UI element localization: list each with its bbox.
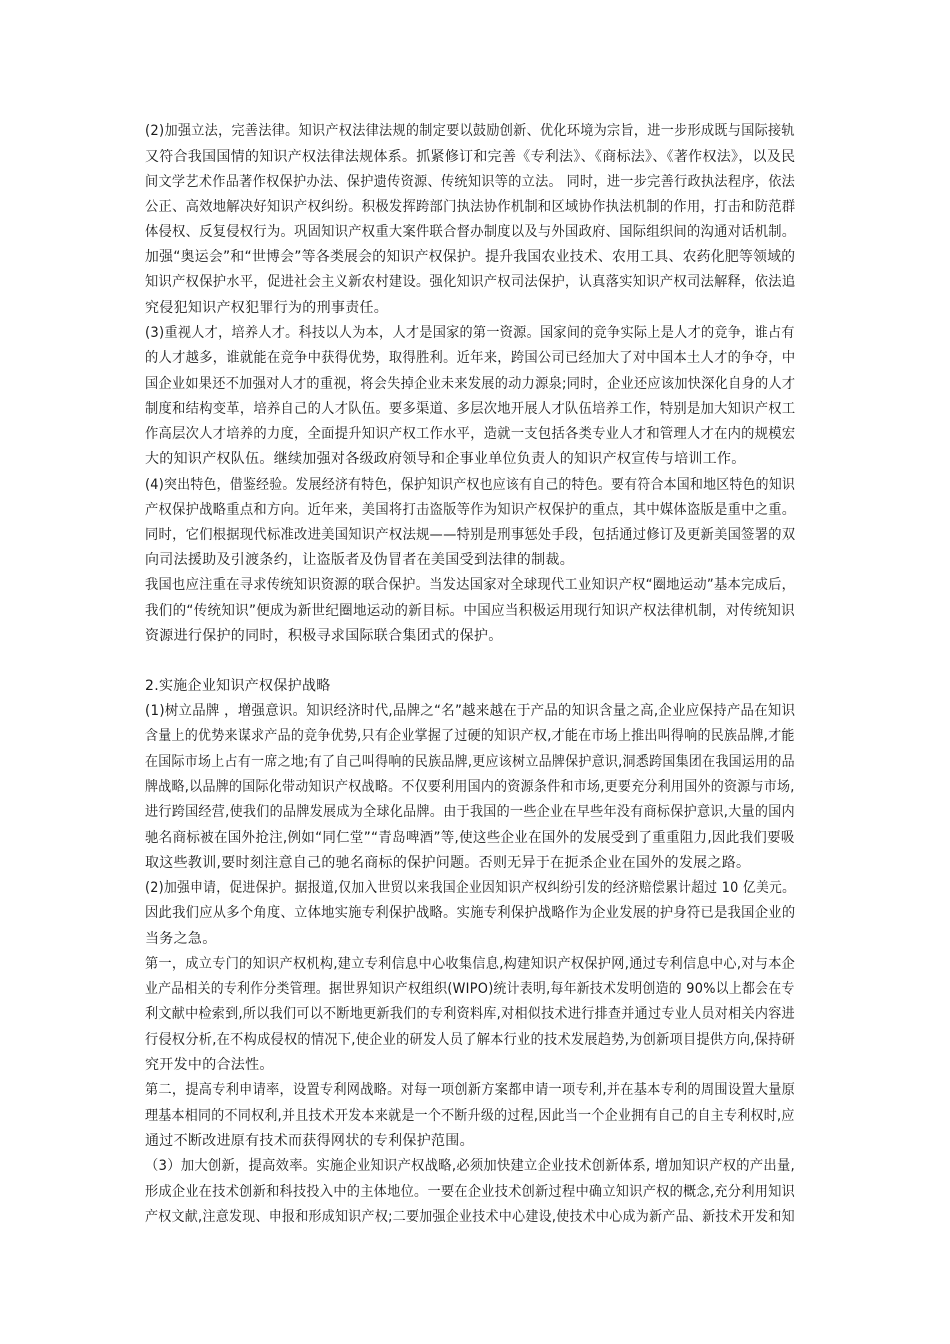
text-line: 又符合我国国情的知识产权法律法规体系。抓紧修订和完善《专利法》、《商标法》、《著作权法》，以及民 xyxy=(145,149,796,165)
text-line: 我们的“传统知识”便成为新世纪圈地运动的新目标。中国应当积极运用现行知识产权法律机制，对传统知识 xyxy=(145,603,795,619)
text-line: 我国也应注重在寻求传统知识资源的联合保护。当发达国家对全球现代工业知识产权“圈地运动”基本完成后， xyxy=(145,577,796,593)
text-line: 资源进行保护的同时，积极寻求国际联合集团式的保护。 xyxy=(145,628,503,644)
text-line: (2)加强申请，促进保护。据报道,仅加入世贸以来我国企业因知识产权纠纷引发的经济赔偿累计超过 10 亿美元。 xyxy=(145,880,796,896)
text-line: 究侵犯知识产权犯罪行为的刑事责任。 xyxy=(145,300,389,316)
text-line: 大的知识产权队伍。继续加强对各级政府领导和企事业单位负责人的知识产权宣传与培训工作。 xyxy=(145,451,746,467)
text-line: 利文献中检索到,所以我们可以不断地更新我们的专利资料库,对相似技术进行排查并通过专业人员对相关内容进 xyxy=(145,1006,795,1022)
text-line: 通过不断改进原有技术而获得网状的专利保护范围。 xyxy=(145,1133,474,1149)
text-line: (4)突出特色，借鉴经验。发展经济有特色，保护知识产权也应该有自己的特色。要有符合本国和地区特色的知识 xyxy=(145,477,796,493)
text-line: 行侵权分析,在不构成侵权的情况下,使企业的研发人员了解本行业的技术发展趋势,为创新项目提供方向,保持研 xyxy=(145,1032,796,1048)
text-line: 驰名商标被在国外抢注,例如“同仁堂”“青岛啤酒”等,使这些企业在国外的发展受到了重重阻力,因此我们要吸 xyxy=(145,830,795,846)
text-line: 产权保护战略重点和方向。近年来，美国将打击盗版等作为知识产权保护的重点，其中媒体盗版是重中之重。 xyxy=(145,502,796,518)
text-line: 形成企业在技术创新和科技投入中的主体地位。一要在企业技术创新过程中确立知识产权的概念,充分利用知识 xyxy=(145,1184,796,1200)
text-line: （3）加大创新，提高效率。实施企业知识产权战略,必须加快建立企业技术创新体系, 增加知识产权的产出量, xyxy=(145,1158,796,1174)
text-line: 的人才越多，谁就能在竞争中获得优势，取得胜利。近年来，跨国公司已经加大了对中国本土人才的争夺，中 xyxy=(145,350,796,366)
text-line: 加强“奥运会”和“世博会”等各类展会的知识产权保护。提升我国农业技术、农用工具、农药化肥等领域的 xyxy=(145,249,796,265)
text-line: 究开发中的合法性。 xyxy=(145,1057,274,1073)
text-line: 理基本相同的不同权利,并且技术开发本来就是一个不断升级的过程,因此当一个企业拥有自己的自主专利权时,应 xyxy=(145,1108,795,1124)
text-line: 含量上的优势来谋求产品的竞争优势,只有企业掌握了过硬的知识产权,才能在市场上推出叫得响的民族品牌,才能 xyxy=(145,728,795,744)
text-line: 当务之急。 xyxy=(145,931,217,947)
text-line: 产权文献,注意发现、申报和形成知识产权;二要加强企业技术中心建设,使技术中心成为新产品、新技术开发和知 xyxy=(145,1209,795,1225)
text-line: (3)重视人才，培养人才。科技以人为本，人才是国家的第一资源。国家间的竞争实际上是人才的竞争，谁占有 xyxy=(145,325,795,341)
text-line: 第一，成立专门的知识产权机构,建立专利信息中心收集信息,构建知识产权保护网,通过专利信息中心,对与本企 xyxy=(145,956,796,972)
text-line: 在国际市场上占有一席之地;有了自己叫得响的民族品牌,更应该树立品牌保护意识,洞悉跨国集团在我国运用的品 xyxy=(145,754,795,770)
text-line: 因此我们应从多个角度、立体地实施专利保护战略。实施专利保护战略作为企业发展的护身符已是我国企业的 xyxy=(145,905,796,921)
text-line: 进行跨国经营,使我们的品牌发展成为全球化品牌。由于我国的一些企业在早些年没有商标保护意识,大量的国内 xyxy=(145,804,795,820)
text-line: 同时，它们根据现代标准改进美国知识产权法规——特别是刑事惩处手段，包括通过修订及更新美国签署的双 xyxy=(145,527,796,543)
text-line: (2)加强立法，完善法律。知识产权法律法规的制定要以鼓励创新、优化环境为宗旨，进一步形成既与国际接轨 xyxy=(145,123,795,139)
text-line: 公正、高效地解决好知识产权纠纷。积极发挥跨部门执法协作机制和区域协作执法机制的作用，打击和防范群 xyxy=(145,199,796,215)
text-line: 第二，提高专利申请率，设置专利网战略。对每一项创新方案都申请一项专利,并在基本专利的周围设置大量原 xyxy=(145,1082,796,1098)
text-line: 国企业如果还不加强对人才的重视，将会失掉企业未来发展的动力源泉;同时，企业还应该加快深化自身的人才 xyxy=(145,376,796,392)
text-line: 取这些教训,要时刻注意自己的驰名商标的保护问题。否则无异于在扼杀企业在国外的发展之路。 xyxy=(145,855,751,871)
text-line: 间文学艺术作品著作权保护办法、保护遗传资源、传统知识等的立法。 同时，进一步完善行政执法程序，依法 xyxy=(145,174,796,190)
text-line: 牌战略,以品牌的国际化带动知识产权战略。不仅要利用国内的资源条件和市场,更要充分利用国外的资源与市场, xyxy=(145,779,795,795)
text-line: 知识产权保护水平，促进社会主义新农村建设。强化知识产权司法保护，认真落实知识产权司法解释，依法追 xyxy=(145,274,796,290)
text-line: 向司法援助及引渡条约，让盗版者及伪冒者在美国受到法律的制裁。 xyxy=(145,552,574,568)
text-line: 业产品相关的专利作分类管理。据世界知识产权组织(WIPO)统计表明,每年新技术发明创造的 90%以上都会在专 xyxy=(145,981,795,997)
text-line: (1)树立品牌 ，增强意识。知识经济时代,品牌之“名”越来越在于产品的知识含量之高,企业应保持产品在知识 xyxy=(145,703,796,719)
text-line: 作高层次人才培养的力度，全面提升知识产权工作水平，造就一支包括各类专业人才和管理人才在内的规模宏 xyxy=(145,426,796,442)
text-line: 制度和结构变革，培养自己的人才队伍。要多渠道、多层次地开展人才队伍培养工作，特别是加大知识产权工 xyxy=(145,401,796,417)
text-line: 2.实施企业知识产权保护战略 xyxy=(145,678,331,694)
text-line: 体侵权、反复侵权行为。巩固知识产权重大案件联合督办制度以及与外国政府、国际组织间的沟通对话机制。 xyxy=(145,224,796,240)
